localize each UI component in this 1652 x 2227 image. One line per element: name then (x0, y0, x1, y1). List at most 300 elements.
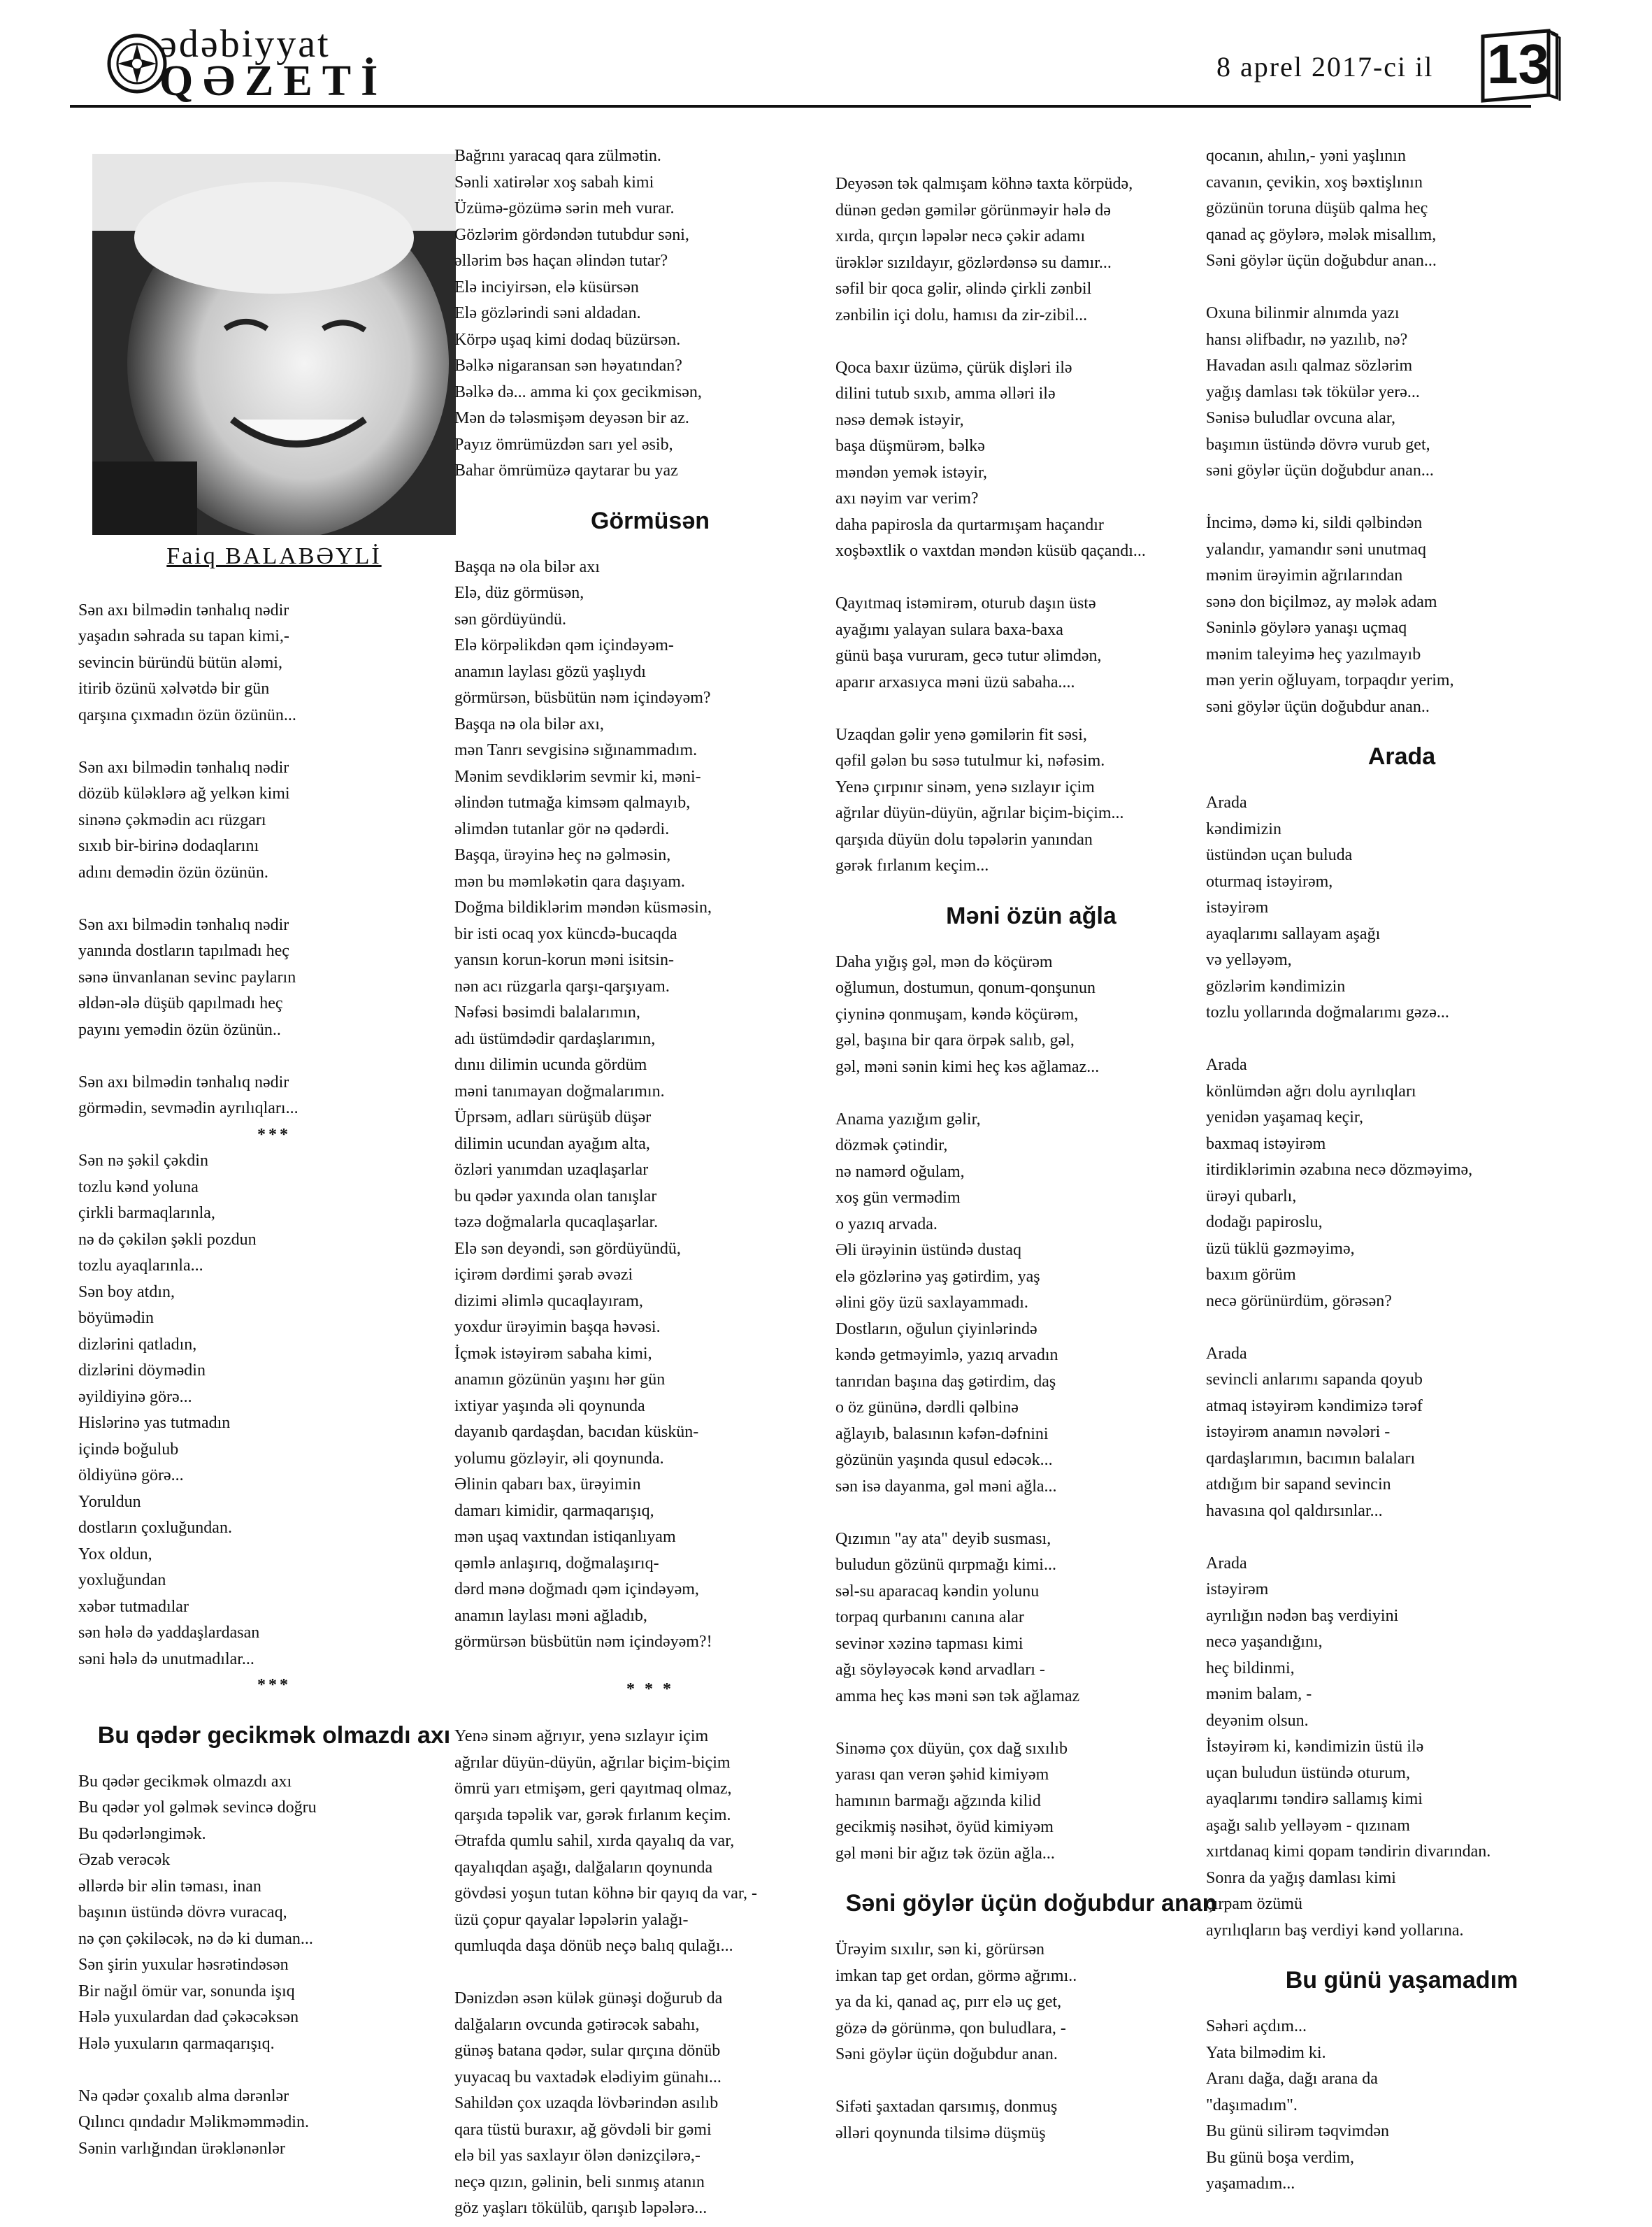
poem-line: Üprsəm, adları sürüşüb düşər (454, 1108, 652, 1126)
poem-line: dözmək çətindir, (835, 1136, 948, 1154)
poem-line: nən acı rüzgarla qarşı-qarşıyam. (454, 977, 670, 996)
poem-line: axı nəyim var verim? (835, 489, 979, 508)
poem-line: məni tanımayan doğmalarımın. (454, 1082, 665, 1101)
poem-line: xırtdanaq kimi qopam təndirin divarından. (1206, 1842, 1491, 1861)
poem-line: Üzümə-gözümə sərin meh vurar. (454, 199, 675, 217)
poem-line: Sahildən çox uzaqda lövbərindən asılıb (454, 2094, 719, 2112)
poem-line: Mən də tələsmişəm deyəsən bir az. (454, 409, 689, 427)
poem-line: "daşımadım". (1206, 2096, 1298, 2114)
poem-line: ürəyi qubarlı, (1206, 1187, 1297, 1205)
column-2 (454, 143, 846, 2222)
poem-line: atdığım bir sapand sevincin (1206, 1475, 1391, 1494)
poem-line: yalandır, yamandır səni unutmaq (1206, 540, 1426, 559)
column-3 (835, 171, 1227, 2147)
poem-line: bir isti ocaq yox küncdə-bucaqda (454, 924, 677, 943)
poem-line: nə də çəkilən şəkli pozdun (78, 1230, 257, 1249)
poem-line: yoxluğundan (78, 1571, 166, 1589)
poem-line: görmürsən büsbütün nəm içindəyəm?! (454, 1633, 712, 1651)
poem-line: mən bu məmləkətin qara daşıyam. (454, 872, 685, 891)
section-divider-stars: *** (257, 1125, 291, 1144)
poem-line: istəyirəm anamın nəvələri - (1206, 1423, 1391, 1441)
poem-line: Qılıncı qındadır Məlikməmmədin. (78, 2113, 309, 2131)
stanza-break (835, 1500, 1227, 1526)
poem-line: İstəyirəm ki, kəndimizin üstü ilə (1206, 1738, 1424, 1756)
poem-line: necə görünürdüm, görəsən? (1206, 1291, 1392, 1310)
poem-line: əllərdə bir əlin təması, inan (78, 1877, 261, 1896)
poem-line: dostların çoxluğundan. (78, 1519, 232, 1537)
poem-line: çırpam özümü (1206, 1895, 1302, 1913)
poem-line: üzü çopur qayalar ləpələrin yalağı- (454, 1910, 689, 1929)
poem-line: Qızımın "ay ata" deyib susması, (835, 1529, 1051, 1548)
poem-line: Yenə sinəm ağrıyır, yenə sızlayır içim (454, 1727, 709, 1745)
poem-line: sən isə dayanma, gəl məni ağla... (835, 1477, 1057, 1496)
logo-word-newspaper: QƏZETİ (159, 57, 388, 105)
poem-line: Doğma bildiklərim məndən küsməsin, (454, 898, 712, 917)
poem-line: nə çən çəkiləcək, nə də ki duman... (78, 1929, 313, 1948)
poem-line: başa düşmürəm, bəlkə (835, 437, 985, 455)
stanza-break (78, 2057, 470, 2084)
poem-line: Payız ömrümüzdən sarı yel əsib, (454, 435, 673, 454)
poem-line: əlindən tutmağa kimsəm qalmayıb, (454, 794, 691, 812)
poem-line: xırda, qırçın ləpələr necə çəkir adamı (835, 227, 1086, 245)
poem-line: Sənin varlığından ürəklənənlər (78, 2139, 285, 2158)
poem-line: yaşadın səhrada su tapan kimi,- (78, 627, 289, 645)
poem-line: gəl, məni sənin kimi heç kəs ağlamaz... (835, 1057, 1100, 1076)
poem-line: elə gözlərinə yaş gətirdim, yaş (835, 1267, 1040, 1286)
poem-line: içirəm dərdimi şərab əvəzi (454, 1266, 633, 1284)
poem-line: üzü tüklü gəzməyimə, (1206, 1239, 1355, 1258)
poem-line: səni hələ də unutmadılar... (78, 1649, 254, 1668)
poem-line: ayaqlarımı təndirə sallamış kimi (1206, 1790, 1423, 1808)
poem-line: tanrıdan başına daş gətirdim, daş (835, 1372, 1056, 1391)
poem-line: ürəklər sızıldayır, gözlərdənsə su damır... (835, 253, 1112, 272)
poem-line: tozlu ayaqlarınla... (78, 1256, 203, 1275)
stanza-break (454, 1960, 846, 1986)
poem-line: əlini göy üzü saxlayammadı. (835, 1294, 1028, 1312)
poem-line: ayaqlarımı sallayam aşağı (1206, 924, 1381, 943)
poem-line: Sən axı bilmədin tənhalıq nədir (78, 1073, 289, 1091)
poem-line: sevincli anlarımı sapanda qoyub (1206, 1370, 1423, 1389)
poem-line: səni göylər üçün doğubdur anan... (1206, 461, 1434, 480)
poem-line: buludun gözünü qırpmağı kimi... (835, 1556, 1056, 1574)
stanza-break (1206, 1524, 1597, 1551)
poem-title-arada: Arada (1367, 743, 1436, 770)
poem-line: aşağı salıb yelləyəm - qızınam (1206, 1816, 1410, 1835)
poem-line: gözlərim kəndimizin (1206, 977, 1346, 996)
poem-line: qarşıda düyün dolu təpələrin yanından (835, 830, 1093, 849)
poem-line: Aranı dağa, dağı arana da (1206, 2070, 1378, 2088)
poem-line: dizimi əlimlə qucaqlayıram, (454, 1291, 643, 1310)
poem-line: sevinər xəzinə tapması kimi (835, 1634, 1023, 1653)
header-rule (70, 105, 1531, 108)
poem-line: oğlumun, dostumun, qonum-qonşunun (835, 979, 1096, 997)
author-caption: Faiq BALABƏYLİ (166, 543, 382, 569)
poem-line: Bu qədər gecikmək olmazdı axı (78, 1772, 292, 1791)
poem-body-meni-ozun-agla (835, 950, 1227, 1868)
stanza-break (78, 1043, 470, 1070)
poem-title-seni-goyler: Səni göylər üçün doğubdur anan (845, 1890, 1217, 1917)
newspaper-logo (105, 22, 398, 105)
section-divider-stars: * * * (626, 1680, 674, 1698)
poem-line: xəbər tutmadılar (78, 1597, 189, 1616)
poem-line: günü başa vururam, gecə tutur əlimdən, (835, 647, 1102, 665)
poem-line: kəndimizin (1206, 819, 1281, 838)
stanza-break (835, 329, 1227, 355)
poem-line: Səni göylər üçün doğubdur anan... (1206, 252, 1437, 270)
stanza-break (835, 1080, 1227, 1107)
poem-line: Bu qədər yol gəlmək sevincə doğru (78, 1798, 317, 1817)
poem-line: əllərim bəs haçan əlindən tutar? (454, 252, 668, 270)
poem-line: adını demədin özün özünün. (78, 863, 268, 882)
poem-line: gecikmiş nəsihət, öyüd kimiyəm (835, 1818, 1054, 1836)
poem-line: qəfil gələn bu səsə tutulmur ki, nəfəsim. (835, 752, 1105, 770)
poem-line: başımın üstündə dövrə vurub get, (1206, 435, 1430, 454)
poem-line: nə namərd oğulam, (835, 1162, 965, 1181)
poem-line: əyildiyinə görə... (78, 1387, 192, 1406)
poem-line: Yoruldun (78, 1492, 141, 1511)
stanza-break (1206, 1026, 1597, 1053)
poem-line: Nə qədər çoxalıb alma dərənlər (78, 2086, 289, 2105)
poem-line: Arada (1206, 794, 1247, 812)
poem-line: cavanın, çevikin, xoş bəxtişlının (1206, 173, 1423, 192)
poem-line: Bağrını yaracaq qara zülmətin. (454, 147, 661, 165)
poem-line: yoxdur ürəyimin başqa həvəsi. (454, 1318, 661, 1336)
poem-line: Başqa, ürəyinə heç nə gəlməsin, (454, 846, 671, 864)
poem-line: Yata bilmədim ki. (1206, 2043, 1326, 2062)
poem-line: Bu günü boşa verdim, (1206, 2148, 1354, 2167)
poem-line: çiyninə qonmuşam, kəndə köçürəm, (835, 1005, 1079, 1024)
poem-line: Mənim sevdiklərim sevmir ki, məni- (454, 767, 701, 786)
poem-continuation (454, 143, 846, 485)
poem-line: nəsə demək istəyir, (835, 410, 964, 429)
poem-untitled-3 (454, 1724, 846, 2222)
poem-line: itirib özünü xəlvətdə bir gün (78, 680, 270, 698)
poem-line: Bu qədərləngimək. (78, 1824, 206, 1843)
poem-line: Başqa nə ola bilər axı (454, 557, 600, 576)
poem-line: Sinəmə çox düyün, çox dağ sıxılıb (835, 1739, 1068, 1758)
poem-line: ayrılıqların baş verdiyi kənd yollarına. (1206, 1921, 1464, 1940)
poem-line: anamın laylası məni ağladıb, (454, 1606, 647, 1625)
poem-line: anamın laylası gözü yaşlıydı (454, 662, 646, 681)
poem-line: və yelləyəm, (1206, 951, 1292, 969)
poem-line: mən uşaq vaxtından istiqanlıyam (454, 1528, 676, 1546)
poem-line: Elə inciyirsən, elə küsürsən (454, 278, 639, 296)
poem-line: sən hələ də yaddaşlardasan (78, 1624, 260, 1642)
poem-line: Elə gözlərindi səni aldadan. (454, 304, 641, 322)
poem-body-arada (1206, 790, 1597, 1944)
poem-title-meni-ozun-agla: Məni özün ağla (946, 902, 1116, 929)
poem-line: Əzab verəcək (78, 1851, 171, 1869)
poem-line: gövdəsi yoşun tutan köhnə bir qayıq da var, - (454, 1884, 757, 1903)
poem-line: anamın gözünün yaşını hər gün (454, 1370, 666, 1389)
poem-line: Arada (1206, 1554, 1247, 1573)
poem-line: baxım görüm (1206, 1266, 1296, 1284)
poem-line: bu qədər yaxında olan tanışlar (454, 1187, 657, 1205)
stanza-break (78, 886, 470, 912)
poem-line: öldiyünə görə... (78, 1466, 184, 1484)
poem-line: yaşamadım... (1206, 2175, 1295, 2193)
poem-line: Arada (1206, 1344, 1247, 1363)
poem-line: əlimdən tutanlar gör nə qədərdi. (454, 819, 670, 838)
poem-line: könlümdən ağrı dolu ayrılıqları (1206, 1082, 1416, 1101)
poem-line: dodağı papiroslu, (1206, 1213, 1323, 1231)
poem-line: Elə, düz görmüsən, (454, 584, 584, 602)
poem-line: aparır arxasıyca məni üzü sabaha.... (835, 673, 1075, 692)
poem-line: səl-su aparacaq kəndin yolunu (835, 1582, 1040, 1601)
poem-line: o yazıq arvada. (835, 1215, 938, 1233)
poem-line: Ürəyim sıxılır, sən ki, görürsən (835, 1940, 1044, 1959)
poem-line: Oxuna bilinmir alnımda yazı (1206, 304, 1400, 322)
poem-title-bu-gunu: Bu günü yaşamadım (1285, 1967, 1518, 1993)
poem-line: Anama yazığım gəlir, (835, 1110, 981, 1129)
poem-body-gormusen (454, 554, 846, 1656)
poem-line: hansı əlifbadır, nə yazılıb, nə? (1206, 330, 1408, 349)
author-portrait-image (92, 154, 456, 535)
page-number-badge (1479, 28, 1563, 105)
poem-line: qarşıda təpəlik var, gərək fırlanım keçim. (454, 1805, 731, 1824)
poem-line: görmədin, sevmədin ayrılıqları... (78, 1099, 299, 1117)
poem-line: gərək fırlanım keçim... (835, 857, 989, 875)
poem-line: torpaq qurbanını canına alar (835, 1608, 1024, 1626)
poem-line: yenidən yaşamaq keçir, (1206, 1108, 1363, 1126)
poem-line: payını yemədin özün özünün.. (78, 1020, 281, 1039)
poem-line: ağrılar düyün-düyün, ağrılar biçim-biçim... (835, 804, 1124, 822)
poem-line: dayanıb qardaşdan, bacıdan küskün- (454, 1423, 699, 1441)
masthead (0, 0, 1652, 140)
poem-line: hamının barmağı ağzında kilid (835, 1791, 1041, 1810)
poem-line: Qoca baxır üzümə, çürük dişləri ilə (835, 358, 1072, 377)
poem-line: gözünün toruna düşüb qalma heç (1206, 199, 1428, 217)
poem-line: qardaşlarımın, bacımın balaları (1206, 1449, 1416, 1468)
poem-line: Dostların, oğulun çiyinlərində (835, 1319, 1037, 1338)
poem-body-seni-goyler (835, 1937, 1227, 2147)
poem-line: əlləri qoynunda tilsimə düşmüş (835, 2124, 1046, 2142)
poem-line: İncimə, dəmə ki, sildi qəlbindən (1206, 514, 1423, 532)
poem-line: Sən axı bilmədin tənhalıq nədir (78, 601, 289, 620)
poem-line: Səninlə göylərə yanaşı uçmaq (1206, 619, 1407, 637)
poem-line: Sənisə buludlar ovcuna alar, (1206, 409, 1395, 427)
poem-line: mənim taleyimə heç yazılmayıb (1206, 645, 1421, 664)
poem-line: itirdiklərimin əzabına necə dözməyimə, (1206, 1161, 1473, 1179)
poem-line: görmürsən, büsbütün nəm içindəyəm? (454, 689, 711, 707)
poem-line: Ətrafda qumlu sahil, xırda qayalıq da var, (454, 1832, 735, 1850)
poem-line: amma heç kəs məni sən tək ağlamaz (835, 1687, 1080, 1705)
poem-continuation (1206, 143, 1597, 720)
poem-line: dilini tutub sıxıb, amma əlləri ilə (835, 385, 1056, 403)
poem-line: Bu günü silirəm təqvimdən (1206, 2122, 1389, 2140)
poem-line: daha papirosla da qurtarmışam haçandır (835, 515, 1104, 534)
poem-line: əldən-ələ düşüb qapılmadı heç (78, 994, 283, 1012)
poem-line: Əlinin qabarı bax, ürəyimin (454, 1475, 641, 1494)
poem-line: dilimin ucundan ayağım alta, (454, 1134, 650, 1153)
poem-line: Əli ürəyinin üstündə dustaq (835, 1241, 1021, 1259)
poem-line: qayalıqdan aşağı, dalğaların qoynunda (454, 1858, 713, 1877)
poem-line: Sən axı bilmədin tənhalıq nədir (78, 915, 289, 934)
poem-line: Elə sən deyəndi, sən gördüyündü, (454, 1239, 681, 1258)
poem-title-gecikmek: Bu qədər gecikmək olmazdı axı (97, 1721, 451, 1749)
poem-line: Sonra da yağış damlası kimi (1206, 1868, 1396, 1887)
poem-line: Hələ yuxuların qarmaqarışıq. (78, 2034, 275, 2053)
column-1 (78, 143, 470, 2162)
poem-line: dizlərini qatladın, (78, 1335, 197, 1354)
poem-line: içində boğulub (78, 1440, 179, 1459)
poem-line: dınıı dilimin ucunda gördüm (454, 1056, 647, 1074)
poem-line: Dənizdən əsən külək günəşi doğurub da (454, 1989, 723, 2007)
poem-line: səfil bir qoca gəlir, əlində çirkli zənbil (835, 280, 1092, 298)
poem-line: Hələ yuxulardan dad çəkəcəksən (78, 2008, 299, 2026)
poem-line: yansın korun-korun məni isitsin- (454, 951, 674, 969)
poem-line: tozlu yollarında doğmalarımı gəzə... (1206, 1003, 1449, 1022)
poem-line: sinənə çəkmədin acı rüzgarı (78, 810, 266, 829)
poem-line: günəş batana qədər, sular qırçına dönüb (454, 2042, 721, 2060)
poem-line: Bəlkə nigaransan sən həyatından? (454, 357, 682, 375)
poem-line: istəyirəm (1206, 898, 1269, 917)
poem-line: dözüb küləklərə ağ yelkən kimi (78, 785, 290, 803)
poem-line: Gözlərim gördəndən tutubdur səni, (454, 225, 689, 244)
poem-continuation (835, 171, 1227, 880)
column-4 (1206, 143, 1597, 2198)
poem-line: qara tüstü buraxır, ağ gövdəli bir gəmi (454, 2120, 712, 2139)
poem-line: o öz gününə, dərdli qəlbinə (835, 1398, 1019, 1417)
stanza-break (1206, 275, 1597, 301)
poem-line: adı üstümdədir qardaşlarımın, (454, 1029, 656, 1048)
poem-body-gecikmek (78, 1769, 470, 2163)
stanza-break (1206, 485, 1597, 511)
poem-line: yanında dostların tapılmadı heç (78, 942, 289, 960)
poem-line: Daha yığış gəl, mən də köçürəm (835, 952, 1053, 971)
poem-line: Sən boy atdın, (78, 1282, 175, 1301)
poem-line: tozlu kənd yoluna (78, 1177, 199, 1196)
poem-line: Arada (1206, 1056, 1247, 1074)
poem-line: ixtiyar yaşında əli qoynunda (454, 1396, 645, 1415)
poem-line: ağrılar düyün-düyün, ağrılar biçim-biçim (454, 1753, 731, 1772)
issue-date: 8 aprel 2017-ci il (1216, 51, 1434, 83)
poem-line: yuyacaq bu vaxtadək elədiyim günahı... (454, 2068, 721, 2086)
poem-line: sənə don biçilməz, ay mələk adam (1206, 592, 1437, 611)
poem-line: üstündən uçan buluda (1206, 846, 1353, 864)
stanza-break (835, 696, 1227, 722)
poem-line: Elə körpəlikdən qəm içindəyəm- (454, 636, 674, 654)
poem-line: Bir nağıl ömür var, sonunda işıq (78, 1982, 295, 2000)
poem-line: Sənli xatirələr xoş sabah kimi (454, 173, 654, 192)
poem-line: Yenə çırpınır sinəm, yenə sızlayır içim (835, 778, 1095, 796)
poem-line: xoş gün vermədim (835, 1189, 961, 1207)
stanza-break (835, 2068, 1227, 2095)
poem-line: sənə ünvanlanan sevinc payların (78, 968, 296, 987)
poem-body-bu-gunu (1206, 2014, 1597, 2198)
poem-line: yarası qan verən şəhid kimiyəm (835, 1766, 1049, 1784)
poem-title-gormusen: Görmüsən (590, 507, 710, 534)
poem-line: necə yaşandığını, (1206, 1633, 1323, 1651)
poem-line: elə bil yas saxlayır ölən dənizçilərə,- (454, 2147, 701, 2165)
author-photo (92, 154, 456, 535)
poem-line: qumluqda daşa dönüb neçə balıq qulağı... (454, 1937, 733, 1955)
poem-line: ağlayıb, balasının kəfən-dəfnini (835, 1424, 1049, 1443)
poem-line: Havadan asılı qalmaz sözlərim (1206, 357, 1413, 375)
poem-line: gözə də görünmə, qon buludlara, - (835, 2019, 1066, 2038)
poem-line: məndən yemək istəyir, (835, 463, 987, 482)
poem-line: qocanın, ahılın,- yəni yaşlının (1206, 147, 1406, 165)
poem-line: mən yerin oğluyam, torpaqdır yerim, (1206, 671, 1454, 689)
poem-line: dizlərini döymədin (78, 1361, 206, 1380)
poem-line: Yox oldun, (78, 1545, 152, 1563)
poem-line: səni göylər üçün doğubdur anan.. (1206, 697, 1430, 716)
poem-line: özləri yanımdan uzaqlaşarlar (454, 1161, 649, 1179)
poem-line: heç bildinmi, (1206, 1659, 1295, 1677)
poem-line: dərd mənə doğmadı qəm içindəyəm, (454, 1580, 699, 1598)
poem-line: imkan tap get ordan, görmə ağrımı.. (835, 1966, 1077, 1985)
page-number: 13 (1487, 33, 1549, 95)
poem-untitled-2 (78, 1148, 470, 1673)
poem-line: deyənim olsun. (1206, 1711, 1309, 1730)
poem-line: Nəfəsi bəsimdi balalarımın, (454, 1003, 640, 1022)
poem-line: Körpə uşaq kimi dodaq büzürsən. (454, 330, 681, 349)
poem-line: ayağımı yalayan sulara baxa-baxa (835, 620, 1063, 639)
poem-line: sən gördüyündü. (454, 610, 566, 629)
poem-line: böyümədin (78, 1309, 154, 1327)
poem-line: uçan buludun üstündə oturum, (1206, 1763, 1410, 1782)
poem-line: çirkli barmaqlarınla, (78, 1204, 215, 1222)
poem-line: dünən gedən gəmilər görünməyir hələ də (835, 201, 1111, 220)
poem-line: qanad aç göylərə, mələk misallım, (1206, 225, 1437, 244)
poem-line: Uzaqdan gəlir yenə gəmilərin fit səsi, (835, 725, 1087, 744)
logo-word-literature: ədəbiyyat (159, 22, 331, 66)
poem-line: sevincin büründü bütün aləmi, (78, 653, 282, 672)
poem-line: damarı kimidir, qarmaqarışıq, (454, 1501, 654, 1520)
poem-line: Bəlkə də... amma ki çox gecikmisən, (454, 382, 702, 401)
poem-line: sıxıb bir-birinə dodaqlarını (78, 837, 259, 855)
poem-line: Bahar ömrümüzə qaytarar bu yaz (454, 461, 678, 480)
poem-line: yağış damlası tək tökülər yerə... (1206, 382, 1420, 401)
poem-line: mənim ürəyimin ağrılarından (1206, 566, 1403, 585)
poem-line: atmaq istəyirəm kəndimizə tərəf (1206, 1396, 1423, 1415)
poem-line: göz yaşları tökülüb, qarışıb ləpələrə... (454, 2199, 708, 2217)
poem-line: İçmək istəyirəm sabaha kimi, (454, 1344, 652, 1363)
stanza-break (1206, 1315, 1597, 1341)
poem-line: Sən axı bilmədin tənhalıq nədir (78, 758, 289, 777)
poem-line: neçə qızın, gəlinin, beli sınmış atanın (454, 2172, 705, 2191)
poem-line: gözünün yaşında qusul edəcək... (835, 1451, 1053, 1469)
stanza-break (835, 1710, 1227, 1736)
poem-line: gəl məni bir ağız tək özün ağla... (835, 1844, 1055, 1863)
poem-line: ömrü yarı etmişəm, geri qayıtmaq olmaz, (454, 1780, 732, 1798)
poem-line: ağı söyləyəcək kənd arvadları - (835, 1661, 1045, 1679)
poem-untitled-1 (78, 598, 470, 1122)
poem-line: kəndə getməyimlə, yazıq arvadın (835, 1346, 1058, 1364)
stanza-break (78, 729, 470, 755)
poem-line: Səni göylər üçün doğubdur anan. (835, 2045, 1058, 2063)
poem-line: Sən şirin yuxular həsrətindəsən (78, 1956, 289, 1974)
poem-line: ayrılığın nədən baş verdiyini (1206, 1606, 1399, 1625)
poem-line: ya da ki, qanad aç, pırr elə uç get, (835, 1993, 1062, 2011)
poem-line: zənbilin içi dolu, hamısı da zir-zibil... (835, 306, 1088, 324)
poem-line: havasına qol qaldırsınlar... (1206, 1501, 1383, 1520)
poem-line: Səhəri açdım... (1206, 2017, 1307, 2035)
poem-line: Sifəti şaxtadan qarsımış, donmuş (835, 2098, 1058, 2116)
poem-line: qarşına çıxmadın özün özünün... (78, 706, 296, 724)
poem-line: Başqa nə ola bilər axı, (454, 715, 604, 733)
poem-line: qəmlə anlaşırıq, doğmalaşırıq- (454, 1554, 659, 1573)
stanza-break (835, 565, 1227, 592)
poem-line: Qayıtmaq istəmirəm, oturub daşın üstə (835, 594, 1096, 613)
poem-line: Sən nə şəkil çəkdin (78, 1152, 208, 1170)
poem-line: mən Tanrı sevgisinə sığınammadım. (454, 741, 698, 759)
poem-line: xoşbəxtlik o vaxtdan məndən küsüb qaçandı... (835, 542, 1146, 560)
poem-line: mənim balam, - (1206, 1685, 1312, 1703)
poem-line: Deyəsən tək qalmışam köhnə taxta körpüdə, (835, 175, 1133, 193)
poem-line: təzə doğmalarla qucaqlaşarlar. (454, 1213, 659, 1231)
poem-line: istəyirəm (1206, 1580, 1269, 1598)
